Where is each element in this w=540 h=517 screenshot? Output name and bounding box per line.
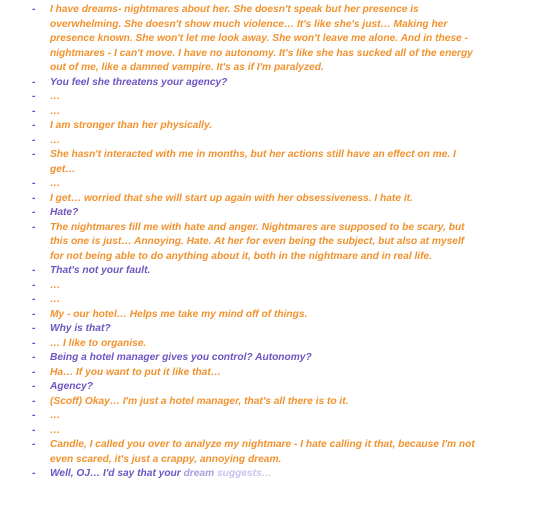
bullet-dash: - <box>32 149 36 160</box>
dialogue-line-orange <box>0 192 540 207</box>
bullet-dash: - <box>32 91 36 102</box>
dialogue-line-orange <box>0 105 540 120</box>
dialogue-text: (Scoff) Okay… I'm just a hotel manager, that's all there is to it. <box>50 395 349 407</box>
bullet-dash: - <box>32 366 36 378</box>
bullet-dash: - <box>32 424 36 436</box>
dialogue-line-purple <box>0 76 540 91</box>
final-text-part1: Well, OJ… I'd say that your <box>50 468 184 479</box>
bullet-dash: - <box>32 352 36 363</box>
dialogue-line-orange <box>0 177 540 192</box>
bullet-dash: - <box>32 410 36 421</box>
dialogue-line-purple <box>0 264 540 279</box>
dialogue-line-purple <box>0 322 540 337</box>
bullet-dash: - <box>32 294 36 305</box>
dialogue-line-purple <box>0 380 540 395</box>
dialogue-text: I get… worried that she will start up again with her obsessiveness. I hate it. <box>50 192 413 204</box>
bullet-dash: - <box>32 120 36 131</box>
dialogue-line-orange <box>0 279 540 294</box>
dialogue-text: Why is that? <box>50 323 111 334</box>
bullet-dash: - <box>32 395 36 407</box>
dialogue-text: Agency? <box>50 381 94 392</box>
dialogue-text: She hasn't interacted with me in months, but her actions still have an effect on me. I get… <box>50 149 456 175</box>
dialogue-line-orange <box>0 424 540 439</box>
dialogue-text: Being a hotel manager gives you control? Autonomy? <box>50 352 312 363</box>
bullet-dash: - <box>32 192 36 204</box>
bullet-dash: - <box>32 308 36 320</box>
dialogue-line-orange <box>0 90 540 105</box>
dialogue-line-orange <box>0 3 540 76</box>
dialogue-line-purple <box>0 351 540 366</box>
dialogue-line-final <box>0 467 540 482</box>
dialogue-text: Hate? <box>50 207 79 218</box>
bullet-dash: - <box>32 221 36 233</box>
bullet-dash: - <box>32 207 36 218</box>
dialogue-line-orange <box>0 366 540 381</box>
dialogue-line-orange <box>0 221 540 265</box>
dialogue-line-orange <box>0 337 540 352</box>
dialogue-text: … <box>50 134 61 146</box>
dialogue-line-orange <box>0 438 540 467</box>
dialogue-text: That's not your fault. <box>50 265 151 276</box>
dialogue-text: You feel she threatens your agency? <box>50 76 228 88</box>
bullet-dash: - <box>32 337 36 349</box>
dialogue-text: Ha… If you want to put it like that… <box>50 366 221 378</box>
dialogue-line-orange <box>0 395 540 410</box>
bullet-dash: - <box>32 265 36 276</box>
bullet-dash: - <box>32 76 36 88</box>
bullet-dash: - <box>32 381 36 392</box>
dialogue-text: Candle, I called you over to analyze my nightmare - I hate calling it that, because I'm not even scared, it's just a crappy, annoying dream. <box>50 439 475 465</box>
bullet-dash: - <box>32 105 36 117</box>
dialogue-text: … I like to organise. <box>50 337 147 349</box>
dialogue-text: … <box>50 424 61 436</box>
dialogue-line-orange <box>0 409 540 424</box>
final-text-part3: suggests… <box>217 468 272 479</box>
bullet-dash: - <box>32 323 36 334</box>
dialogue-text: My - our hotel… Helps me take my mind off of things. <box>50 308 308 320</box>
dialogue-text: The nightmares fill me with hate and anger. Nightmares are supposed to be scary, but this one is just… Annoying. Hate. At her for even being the subject, but also at myself for not being able to do anything about it, both in the nightmare and in real life. <box>50 221 465 262</box>
dialogue-document <box>0 3 540 482</box>
bullet-dash: - <box>32 468 36 479</box>
dialogue-text: … <box>50 91 61 102</box>
dialogue-text: … <box>50 105 61 117</box>
dialogue-text: … <box>50 279 61 291</box>
bullet-dash: - <box>32 439 36 450</box>
dialogue-text: I am stronger than her physically. <box>50 120 213 131</box>
dialogue-line-orange <box>0 134 540 149</box>
dialogue-text: … <box>50 178 61 189</box>
dialogue-line-purple <box>0 206 540 221</box>
dialogue-line-orange <box>0 308 540 323</box>
dialogue-text: … <box>50 294 61 305</box>
dialogue-text: … <box>50 410 61 421</box>
dialogue-text: I have dreams- nightmares about her. She doesn't speak but her presence is overwhelming. She doesn't show much violence… It's like she's just… Making her presence known. She won't let me look away. She won't leave me alone. And in these - nightmares - I can't move. I have no autonomy. It's like she has sucked all of the energy out of me, like a damned vampire. It's as if I'm paralyzed. <box>50 4 473 73</box>
bullet-dash: - <box>32 134 36 146</box>
final-text-part2: dream <box>183 468 217 479</box>
dialogue-line-orange <box>0 293 540 308</box>
bullet-dash: - <box>32 279 36 291</box>
bullet-dash: - <box>32 178 36 189</box>
dialogue-line-orange <box>0 148 540 177</box>
bullet-dash: - <box>32 4 36 15</box>
dialogue-line-orange <box>0 119 540 134</box>
